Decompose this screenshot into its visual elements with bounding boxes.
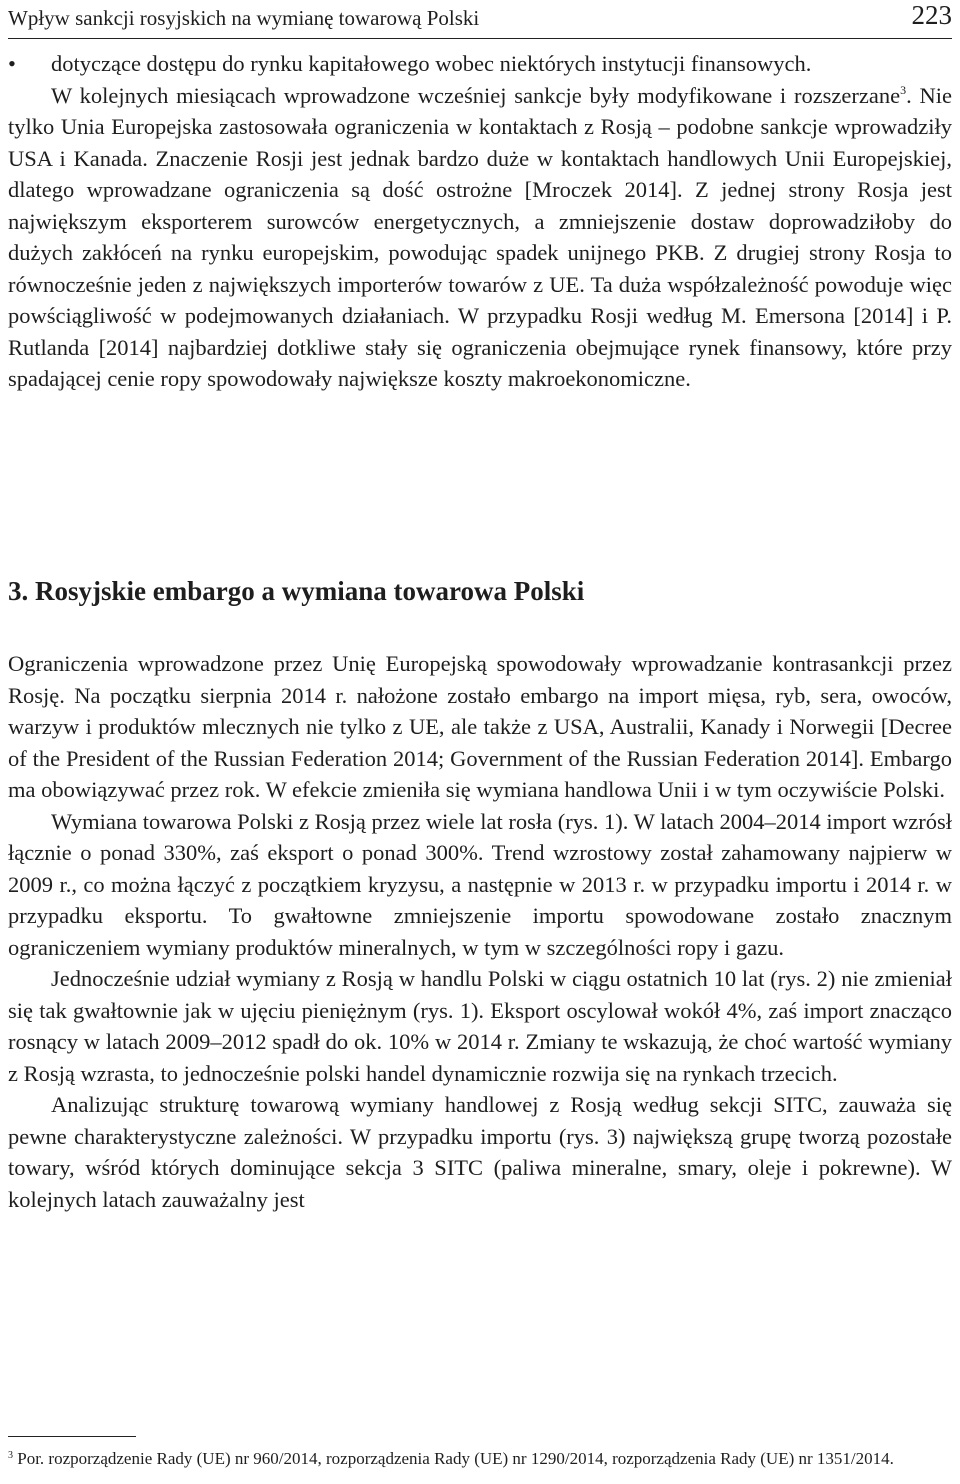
section-heading: 3. Rosyjskie embargo a wymiana towarowa Polski (8, 576, 585, 606)
paragraph (8, 80, 952, 395)
paragraph-text: W kolejnych miesiącach wprowadzone wcześniej sankcje były modyfikowane i rozszerzane (51, 82, 901, 108)
footnote (8, 1450, 952, 1468)
bullet-item (8, 48, 952, 80)
body-text-top (8, 48, 952, 395)
bullet-marker: • (8, 51, 16, 76)
paragraph: Wymiana towarowa Polski z Rosją przez wiele lat rosła (rys. 1). W latach 2004–2014 import wzrósł łącznie o ponad 330%, zaś eksport o ponad 300%. Trend wzrostowy został zahamowany najpierw w 2009 r., co można łączyć z początkiem kryzysu, a następnie w 2013 r. w przypadku importu i 2014 r. w przypadku eksportu. To gwałtowne zmniejszenie importu spowodowane zostało znacznym ograniczeniem wymiany produktów mineralnych, w tym w szczególności ropy i gazu. (8, 808, 952, 960)
running-header (8, 0, 952, 39)
paragraph: Analizując strukturę towarową wymiany handlowej z Rosją według sekcji SITC, zauważa się pewne charakterystyczne zależności. W przypadku importu (rys. 3) największą grupę tworzą pozostałe towary, wśród których dominujące sekcja 3 SITC (paliwa mineralne, smary, oleje i pokrewne). W kolejnych latach zauważalny jest (8, 1092, 952, 1212)
body-text-bottom (8, 648, 952, 1215)
section-heading-block (8, 575, 952, 607)
bullet-text: dotyczące dostępu do rynku kapitałowego wobec niektórych instytucji finansowych. (51, 51, 812, 76)
footnote-ref[interactable]: 3 (900, 82, 907, 97)
footnote-text: Por. rozporządzenie Rady (UE) nr 960/2014, rozporządzenia Rady (UE) nr 1290/2014, rozporządzenia Rady (UE) nr 1351/2014. (13, 1449, 894, 1468)
footnote-divider (8, 1436, 136, 1437)
page-number: 223 (911, 0, 952, 30)
paragraph: Ograniczenia wprowadzone przez Unię Europejską spowodowały wprowadzanie kontrasankcji przez Rosję. Na początku sierpnia 2014 r. nałożone zostało embargo na import mięsa, ryb, sera, owoców, warzyw i produktów mlecznych nie tylko z UE, ale także z USA, Australii, Kanady i Norwegii [Decree of the President of the Russian Federation 2014; Government of the Russian Federation 2014]. Embargo ma obowiązywać przez rok. W efekcie zmieniła się wymiana handlowa Unii i w tym oczywiście Polski. (8, 651, 952, 802)
running-title: Wpływ sankcji rosyjskich na wymianę towarową Polski (8, 6, 480, 30)
paragraph-text: . Nie tylko Unia Europejska zastosowała ograniczenia w kontaktach z Rosją – podobne sankcje wprowadziły USA i Kanada. Znaczenie Rosji jest jednak bardzo duże w kontaktach handlowych Unii Europejskiej, dlatego wprowadzane ograniczenia są dość ostrożne [Mroczek 2014]. Z jednej strony Rosja jest największym eksporterem surowców energetycznych, a zmniejszenie dostaw doprowadziłoby do dużych zakłóceń na rynku europejskim, powodując spadek unijnego PKB. Z drugiej strony Rosja to równocześnie jeden z największych importerów towarów z UE. Ta duża współzależność powoduje więc powściągliwość w podejmowanych działaniach. W przypadku Rosji według M. Emersona [2014] i P. Rutlanda [2014] najbardziej dotkliwe stały się ograniczenia obejmujące rynek finansowy, które przy spadającej cenie ropy spowodowały największe koszty makroekonomiczne. (8, 82, 952, 391)
paragraph: Jednocześnie udział wymiany z Rosją w handlu Polski w ciągu ostatnich 10 lat (rys. 2) nie zmieniał się tak gwałtownie jak w ujęciu pieniężnym (rys. 1). Eksport oscylował wokół 4%, zaś import znacząco rosnący w latach 2009–2012 spadł do ok. 10% w 2014 r. Zmiany te wskazują, że choć wartość wymiany z Rosją wzrasta, to jednocześnie polski handel dynamicznie rozwija się na rynkach trzecich. (8, 966, 952, 1086)
footnote-number: 3 (8, 1450, 13, 1461)
